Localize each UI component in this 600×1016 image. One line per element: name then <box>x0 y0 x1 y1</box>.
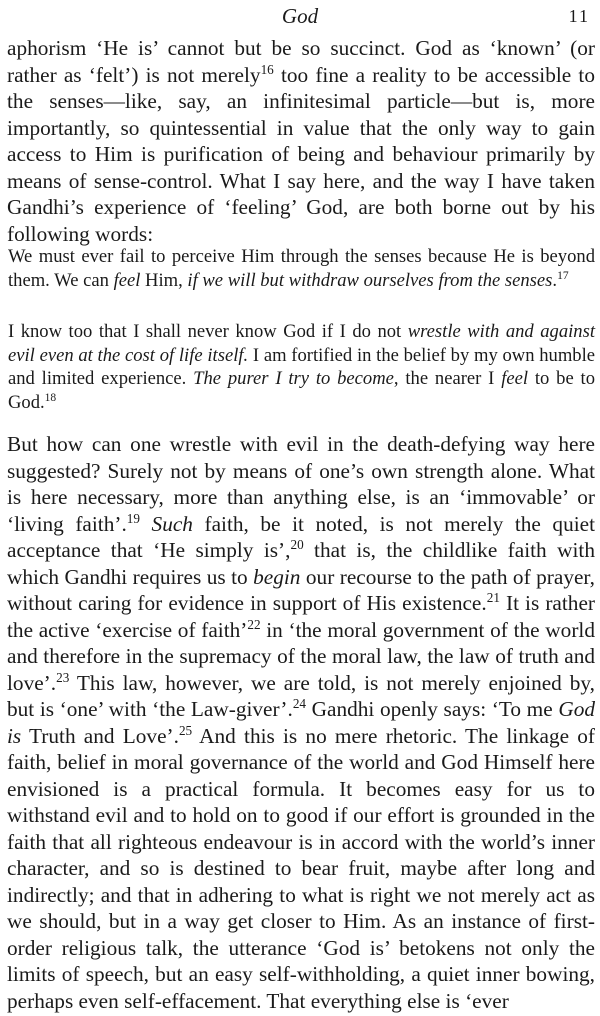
footnote-marker: 16 <box>260 61 274 77</box>
footnote-marker: 22 <box>247 616 261 632</box>
block-quote-2 <box>7 320 595 414</box>
text-span: , the nearer I <box>393 368 502 389</box>
paragraph-text <box>7 35 595 247</box>
quote-text <box>7 245 595 292</box>
text-span: aphorism ‘He is’ cannot but be so succinct. God as ‘known’ (or rather as ‘felt’) is not merely <box>7 36 595 87</box>
footnote-marker: 19 <box>126 510 140 526</box>
text-span: . <box>552 269 558 291</box>
text-span: And this is no mere rhetoric. The linkage of faith, belief in moral governance of the world and God Himself here envisioned is a practical formula. It becomes easy for us to withstand evil and to hold on to good if our effort is grounded in the faith that all righteous endeavour is in accord with the world’s inner character, and so is destined to bear fruit, maybe after long and indirectly; and that in adhering to what is right we not merely act as we should, but in a way get closer to Him. As an instance of first-order religious talk, the utterance ‘God is’ betokens not only the limits of speech, but an easy self-withholding, a quiet inner bowing, perhaps even self-effacement. That everything else is ‘ever <box>7 723 595 1013</box>
text-span <box>140 512 152 536</box>
footnote-marker: 18 <box>44 391 57 404</box>
footnote-marker: 17 <box>557 269 569 282</box>
footnote-marker: 23 <box>56 669 70 685</box>
text-span: Truth and Love’. <box>21 723 179 748</box>
text-span: Gandhi openly says: ‘To me <box>306 697 559 721</box>
footnote-marker: 21 <box>486 589 500 605</box>
paragraph-faith <box>7 431 595 1014</box>
paragraph-text <box>7 431 595 1014</box>
text-span: I am fortified in the belief by my own humble and limited experience. <box>8 344 596 389</box>
running-head <box>0 4 600 28</box>
italic-span: Such <box>151 511 193 536</box>
text-span: This law, however, we are told, is not merely enjoined by, but is ‘one’ with ‘the Law-giver’. <box>7 670 595 721</box>
italic-span: feel <box>113 269 141 291</box>
chapter-title: God <box>281 4 319 28</box>
text-span: We must ever fail to perceive Him through the senses because He is beyond them. We can <box>8 246 595 291</box>
footnote-marker: 25 <box>178 722 193 738</box>
block-quote-1 <box>7 245 595 292</box>
text-span: I know too that I shall never know God if I do not <box>8 321 408 342</box>
italic-span: God is <box>7 697 596 748</box>
text-span: too fine a reality to be accessible to the senses—like, say, an infinitesimal particle—but is, more importantly, so quintessential in value that the only way to gain access to Him is purification of being and behaviour primarily by means of sense-control. What I say here, and the way I have taken Gandhi’s experience of ‘feeling’ God, are both borne out by his following words: <box>7 62 596 246</box>
text-span: in ‘the moral government of the world and therefore in the supremacy of the moral law, the law of truth and love’. <box>7 617 595 695</box>
page-number: 11 <box>568 6 590 26</box>
italic-span: begin <box>253 564 301 589</box>
italic-span: if we will but withdraw ourselves from the senses <box>187 269 553 291</box>
text-span: faith, be it noted, is not merely the quiet acceptance that ‘He simply is’, <box>7 511 596 562</box>
paragraph-intro <box>7 35 595 247</box>
text-span: Him, <box>140 269 188 291</box>
text-span: to be to God. <box>8 368 595 413</box>
text-span: that is, the childlike faith with which Gandhi requires us to <box>7 538 595 589</box>
text-span: It is rather the active ‘exercise of faith’ <box>7 591 595 642</box>
italic-span: The purer I try to become <box>193 368 394 389</box>
italic-span: wrestle with and against evil even at the cost of life itself. <box>8 321 595 366</box>
text-span: But how can one wrestle with evil in the death-defying way here suggested? Surely not by means of one’s own strength alone. What is here necessary, more than anything else, is an ‘immovable’ or ‘living faith’. <box>7 432 595 536</box>
text-span: our recourse to the path of prayer, without caring for evidence in support of His existence. <box>7 564 595 615</box>
footnote-marker: 24 <box>292 695 306 711</box>
quote-text <box>7 320 595 414</box>
footnote-marker: 20 <box>290 536 304 552</box>
italic-span: feel <box>501 368 529 389</box>
